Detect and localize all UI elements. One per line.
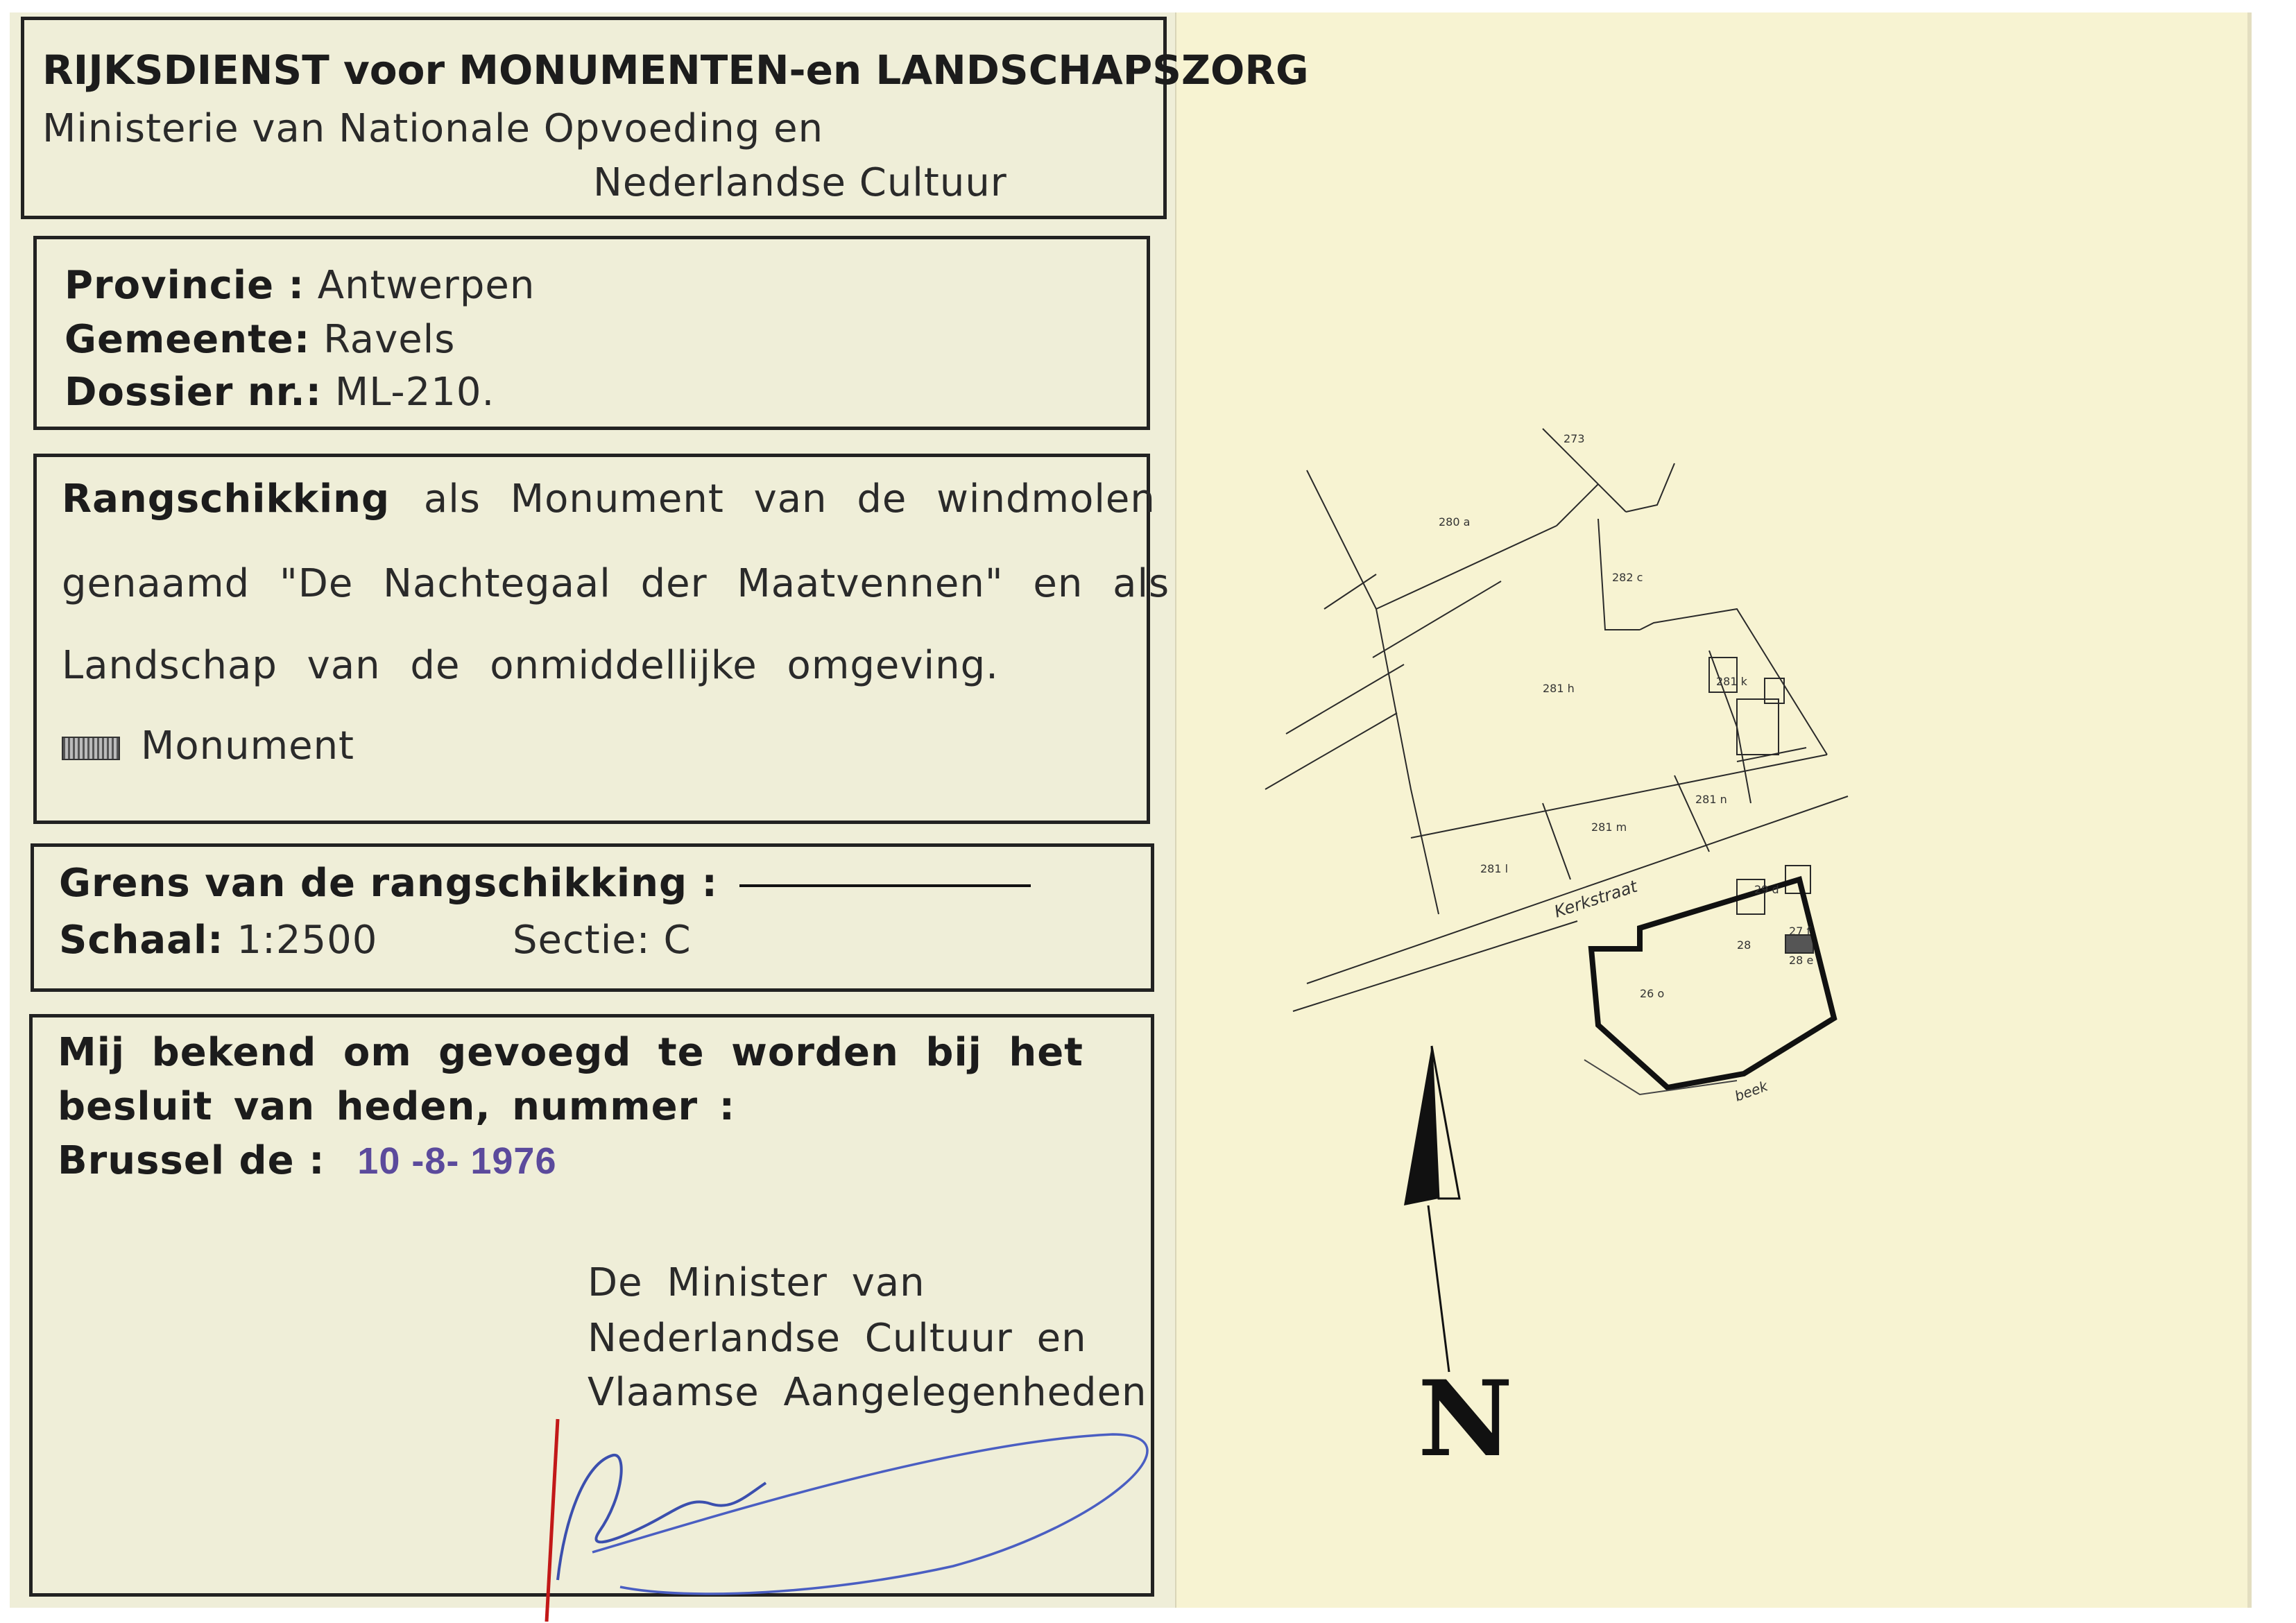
gemeente-row [65, 317, 455, 362]
parcel-label: 28 e [1789, 954, 1814, 967]
scale-box [31, 843, 1154, 992]
dossier-label: Dossier nr.: [65, 370, 323, 415]
decree-line-1: Mij bekend om gevoegd te worden bij het [58, 1030, 1083, 1075]
minister-line-3: Vlaamse Aangelegenheden [588, 1370, 1147, 1415]
grens-label: Grens van de rangschikking : [59, 861, 718, 906]
decree-line-2: besluit van heden, nummer : [58, 1084, 736, 1129]
north-arrow-icon [1404, 1046, 1513, 1480]
minister-signature [537, 1414, 1175, 1622]
description-line-3: Landschap van de onmiddellijke omgeving. [62, 643, 999, 688]
gemeente-label: Gemeente: [65, 317, 311, 362]
minister-line-1: De Minister van [588, 1260, 925, 1305]
parcel-label: 281 l [1480, 862, 1509, 875]
schaal-label: Schaal: [59, 918, 224, 963]
brussel-label: Brussel de : [58, 1138, 325, 1183]
parcel-label: 282 c [1612, 571, 1643, 584]
location-box [33, 236, 1150, 430]
description-line-1 [62, 476, 1156, 522]
boundary-line-sample [739, 884, 1031, 887]
monument-hatch-swatch [62, 737, 120, 760]
parcel-label: 281 h [1543, 682, 1575, 695]
schaal-row [59, 918, 377, 963]
header-line-1: RIJKSDIENST voor MONUMENTEN-en LANDSCHAPSZORG [42, 46, 1309, 94]
date-stamp: 10 -8- 1976 [357, 1140, 557, 1182]
header-line-2: Ministerie van Nationale Opvoeding en [42, 106, 824, 151]
provincie-label: Provincie : [65, 263, 305, 308]
brussel-row [58, 1138, 556, 1183]
description-box [33, 454, 1170, 824]
sectie-value: C [663, 918, 692, 963]
minister-line-2: Nederlandse Cultuur en [588, 1316, 1087, 1361]
parcel-label: 281 n [1695, 793, 1727, 806]
description-text-1: als Monument van de windmolen [423, 476, 1156, 522]
provincie-value: Antwerpen [317, 263, 536, 308]
page-edge [2247, 12, 2252, 1608]
header-line-3: Nederlandse Cultuur [593, 160, 1007, 205]
classification-boundary [1591, 879, 1834, 1088]
document-sheet [10, 12, 2252, 1608]
dossier-row [65, 370, 495, 415]
sectie-row [513, 918, 692, 963]
rangschikking-label: Rangschikking [62, 476, 391, 522]
parcel-label: 26 o [1640, 987, 1665, 1000]
street-label: Kerkstraat [1552, 876, 1640, 922]
grens-row [59, 861, 1031, 906]
gemeente-value: Ravels [323, 317, 456, 362]
header-box [21, 17, 1309, 219]
page-fold [1175, 12, 1176, 1608]
parcel-label: 29 d [1754, 883, 1779, 896]
schaal-value: 1:2500 [237, 918, 378, 963]
legend-row [62, 723, 354, 768]
description-line-2: genaamd "De Nachtegaal der Maatvennen" en als [62, 561, 1170, 606]
cadastral-map [1251, 401, 1945, 1511]
north-label: N [1418, 1358, 1514, 1480]
sectie-label: Sectie: [513, 918, 651, 963]
parcel-label: 281 k [1716, 675, 1747, 688]
parcel-label: 273 [1563, 432, 1585, 445]
parcel-label: 28 [1737, 938, 1751, 952]
provincie-row [65, 263, 535, 308]
parcel-label: 280 a [1439, 515, 1471, 529]
stream-label: beek [1732, 1077, 1770, 1105]
parcel-label: 281 m [1591, 821, 1627, 834]
legend-text: Monument [141, 723, 355, 768]
parcel-label: 27 f [1789, 925, 1811, 938]
dossier-value: ML-210. [334, 370, 495, 415]
